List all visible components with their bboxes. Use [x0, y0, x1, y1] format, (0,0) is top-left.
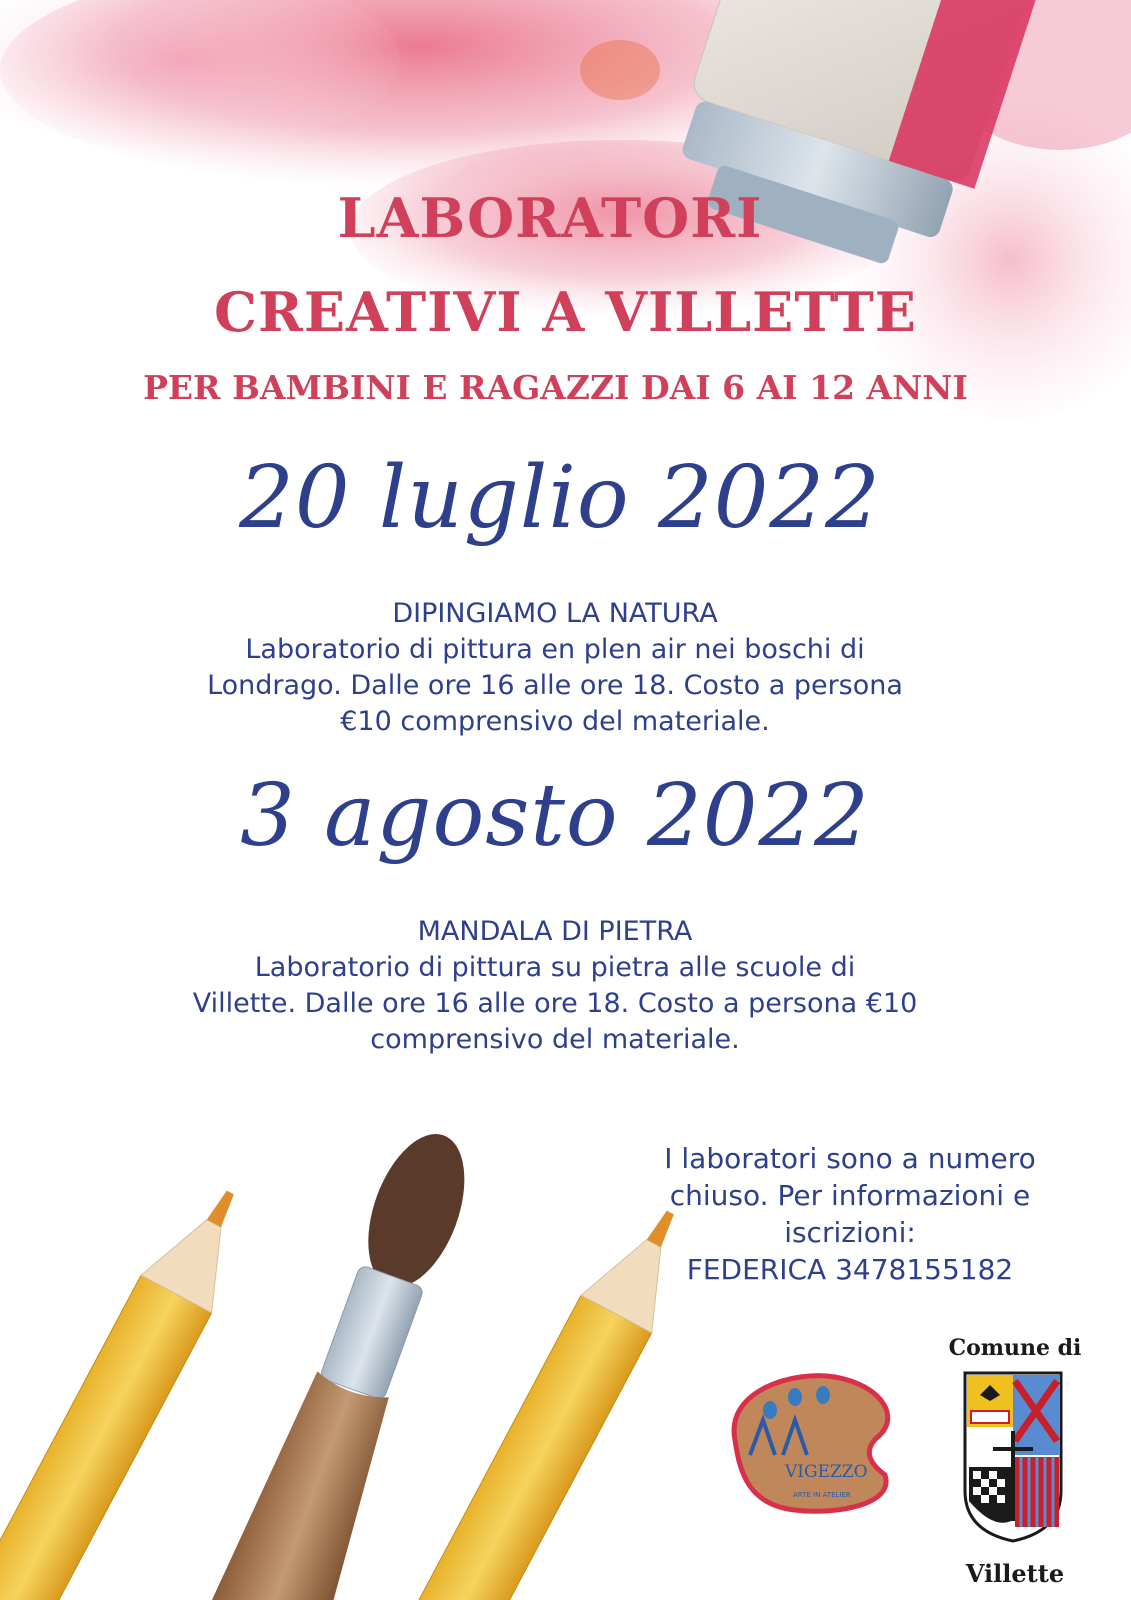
event-text-line: Londrago. Dalle ore 16 alle ore 18. Costo a persona: [207, 670, 903, 701]
comune-label-bottom: Villette: [965, 1559, 1065, 1588]
event-text-line: Laboratorio di pittura en plen air nei boschi di: [245, 634, 865, 665]
event-description: [0, 914, 1110, 1058]
pencil-icon: [0, 1174, 266, 1600]
event-date: 20 luglio 2022: [239, 448, 881, 548]
comune-logo: [940, 1335, 1090, 1588]
title-line-1: LABORATORI: [337, 186, 763, 250]
event-name: MANDALA DI PIETRA: [417, 916, 693, 947]
coat-of-arms-icon: [963, 1371, 1063, 1543]
vigezzo-text: VIGEZZO: [785, 1462, 868, 1482]
event-description: [0, 596, 1110, 740]
info-line: chiuso. Per informazioni e: [669, 1179, 1031, 1212]
event-name: DIPINGIAMO LA NATURA: [392, 598, 718, 629]
title-line-2: CREATIVI A VILLETTE: [214, 280, 917, 344]
subtitle: PER BAMBINI E RAGAZZI DAI 6 AI 12 ANNI: [143, 368, 968, 407]
event-text-line: Laboratorio di pittura su pietra alle scuole di: [254, 952, 856, 983]
event-date: 3 agosto 2022: [240, 766, 870, 866]
info-line: I laboratori sono a numero: [664, 1142, 1036, 1175]
vigezzo-subtext: ARTE IN ATELIER: [793, 1491, 851, 1499]
palette-logo-icon: [715, 1365, 901, 1515]
info-line: iscrizioni:: [784, 1216, 916, 1249]
event-text-line: €10 comprensivo del materiale.: [340, 706, 770, 737]
paintbrush-icon: [206, 1115, 500, 1600]
comune-label-top: Comune di: [948, 1335, 1082, 1361]
event-text-line: comprensivo del materiale.: [370, 1024, 740, 1055]
contact-info: [620, 1140, 1080, 1288]
contact-phone: FEDERICA 3478155182: [686, 1253, 1014, 1286]
event-text-line: Villette. Dalle ore 16 alle ore 18. Costo a persona €10: [192, 988, 918, 1019]
